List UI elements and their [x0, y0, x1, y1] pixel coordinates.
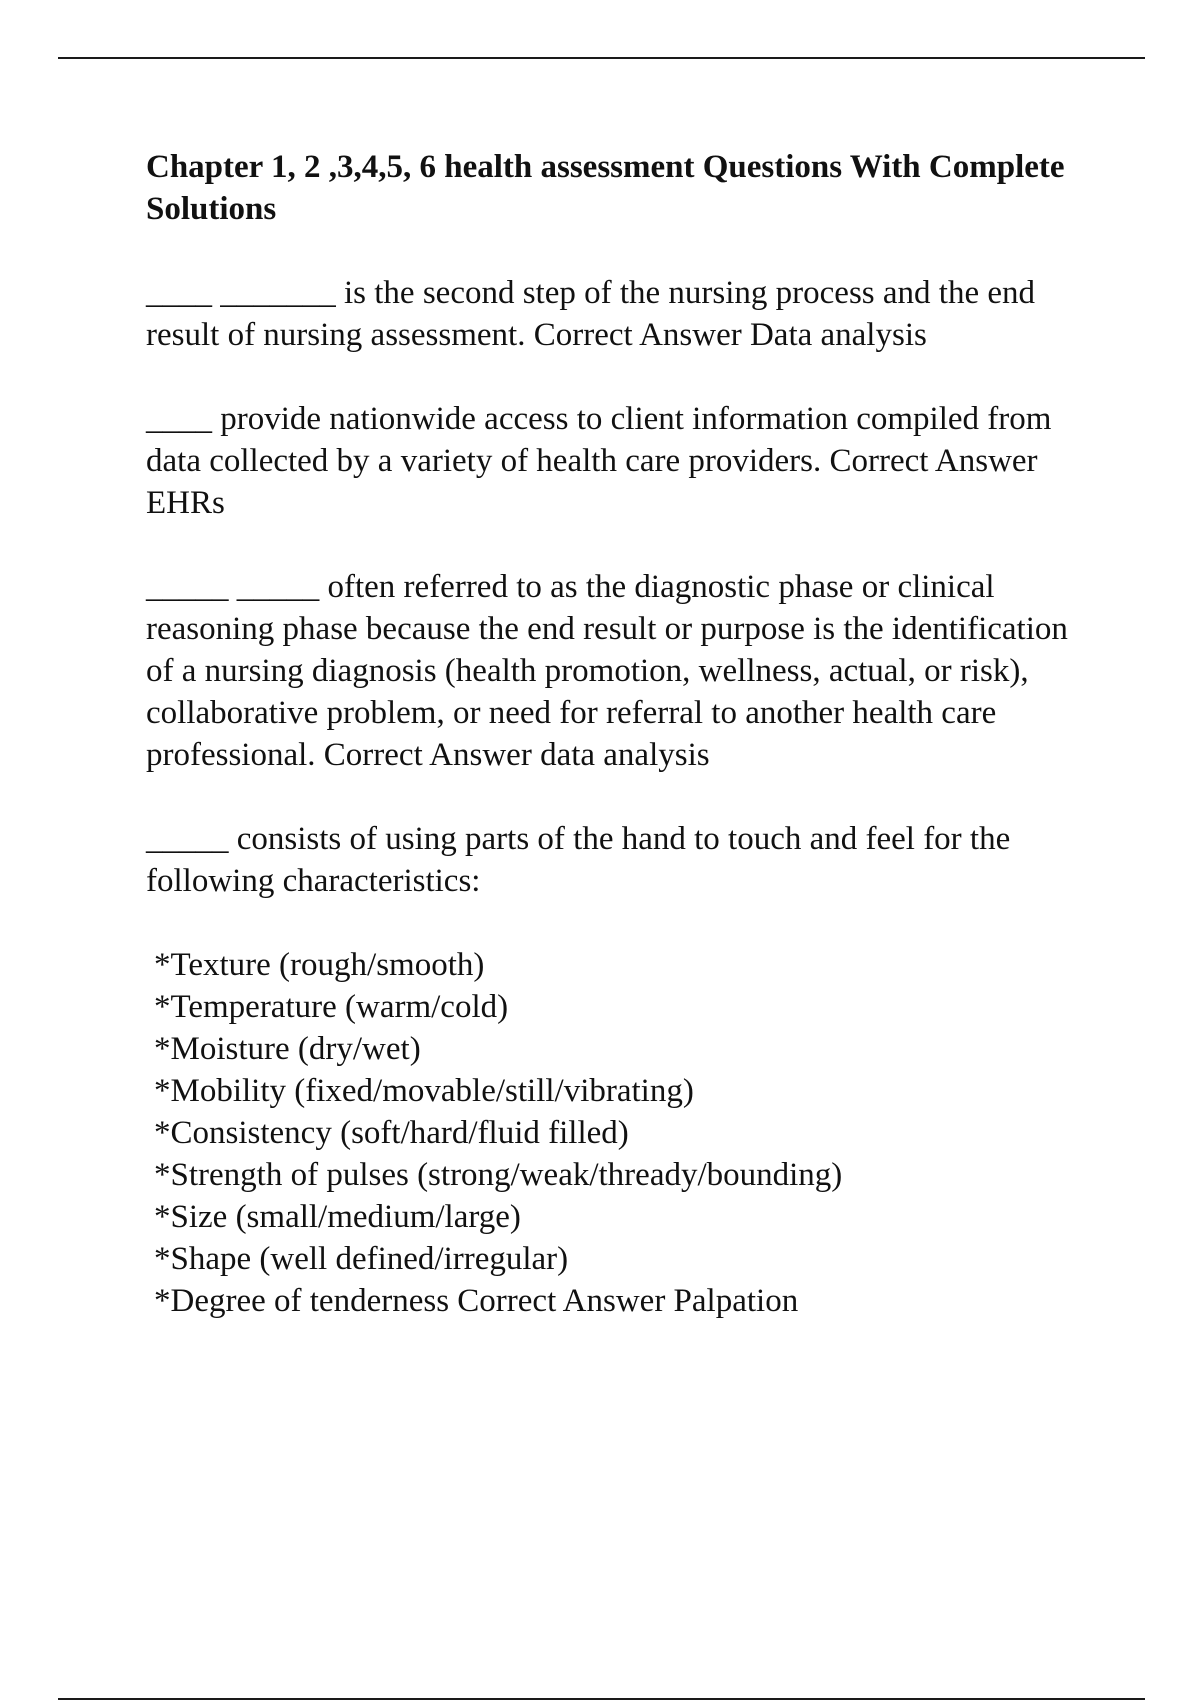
question-1: ____ _______ is the second step of the nursing process and the end result of nursing assessment. Correct Answer Data analysis [146, 275, 1036, 353]
document-title: Chapter 1, 2 ,3,4,5, 6 health assessment Questions With Complete Solutions [146, 149, 1065, 227]
top-rule [58, 57, 1145, 59]
characteristics-list [146, 944, 1096, 1322]
list-item: *Shape (well defined/irregular) [154, 1241, 569, 1277]
list-item: *Size (small/medium/large) [154, 1199, 521, 1235]
list-item: *Temperature (warm/cold) [154, 989, 509, 1025]
list-item: *Mobility (fixed/movable/still/vibrating) [154, 1073, 694, 1109]
list-item: *Strength of pulses (strong/weak/thready/bounding) [154, 1157, 843, 1193]
list-item: *Consistency (soft/hard/fluid filled) [154, 1115, 629, 1151]
question-3: _____ _____ often referred to as the diagnostic phase or clinical reasoning phase because the end result or purpose is the identification of a nursing diagnosis (health promotion, wellness, actual, or risk), collaborative problem, or need for referral to another health care professional. Correct Answer data analysis [146, 569, 1068, 773]
question-4: _____ consists of using parts of the hand to touch and feel for the following characteristics: [146, 821, 1011, 899]
list-item: *Degree of tenderness Correct Answer Palpation [154, 1283, 799, 1319]
document-body [146, 146, 1096, 1322]
list-item: *Texture (rough/smooth) [154, 947, 485, 983]
list-item: *Moisture (dry/wet) [154, 1031, 421, 1067]
question-2: ____ provide nationwide access to client information compiled from data collected by a variety of health care providers. Correct Answer EHRs [146, 401, 1052, 521]
